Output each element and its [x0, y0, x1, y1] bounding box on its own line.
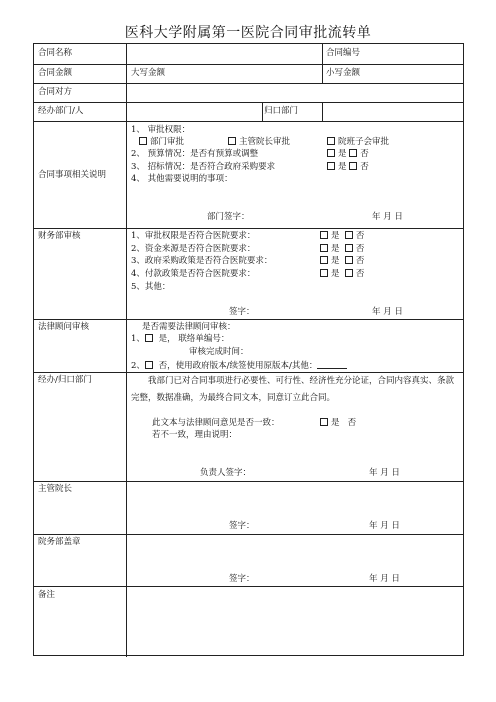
finance-item-3: 3、政府采购政策是否符合医院要求：	[131, 256, 273, 266]
legal-question: 是否需要法律顾问审核：	[142, 322, 236, 332]
office-label: 院务部盖章	[38, 537, 81, 547]
vp-date: 年 月 日	[369, 521, 400, 531]
consistency-yes-checkbox[interactable]	[320, 418, 328, 426]
finance-4-yes-checkbox[interactable]	[320, 269, 328, 277]
office-sign: 签字：	[229, 574, 255, 584]
amount-upper-label: 大写金额	[131, 68, 166, 78]
office-date: 年 月 日	[369, 574, 400, 584]
finance-3-yes-no: 是 否	[320, 256, 364, 267]
contract-name-label: 合同名称	[38, 48, 73, 58]
matters-item-1: 1、 审批权限：	[131, 125, 191, 135]
vp-sign: 签字：	[229, 521, 255, 531]
approval-form	[33, 43, 464, 656]
finance-item-2: 2、资金来源是否符合医院要求：	[131, 244, 256, 254]
finance-label: 财务部审核	[38, 231, 81, 241]
board-approval-checkbox[interactable]	[327, 137, 335, 145]
finance-2-yes-checkbox[interactable]	[320, 244, 328, 252]
option-dept-approval: 部门审批	[139, 137, 184, 148]
finance-2-no-checkbox[interactable]	[345, 244, 353, 252]
legal-review-time: 审核完成时间：	[189, 347, 249, 357]
handling-date: 年 月 日	[369, 468, 400, 478]
bidding-yes-checkbox[interactable]	[327, 162, 335, 170]
contract-no-label: 合同编号	[326, 48, 361, 58]
handling-statement: 我部门已对合同事项进行必要性、可行性、经济性充分论证，合同内容真实、条款完整，数据准确，为最终合同文本，同意订立此合同。	[131, 376, 455, 403]
finance-date: 年 月 日	[372, 307, 403, 317]
matters-label: 合同事项相关说明	[38, 170, 107, 180]
handling-consistency: 此文本与法律顾问意见是否一致：	[152, 418, 280, 428]
finance-3-no-checkbox[interactable]	[345, 256, 353, 264]
finance-1-no-checkbox[interactable]	[345, 231, 353, 239]
amount-lower-label: 小写金额	[326, 68, 361, 78]
budget-no-checkbox[interactable]	[349, 149, 357, 157]
matters-date: 年 月 日	[372, 212, 403, 222]
legal-label: 法律顾问审核	[38, 322, 90, 332]
bidding-yes-no: 是 否	[327, 162, 369, 173]
finance-4-no-checkbox[interactable]	[345, 269, 353, 277]
budget-yes-checkbox[interactable]	[327, 149, 335, 157]
legal-option-1: 1、 是， 联络单编号：	[131, 334, 230, 344]
contract-amount-label: 合同金额	[38, 68, 73, 78]
consistency-yes-no: 是 否	[320, 418, 356, 429]
handling-dept-label: 经办部门/人	[38, 106, 84, 116]
other-blank[interactable]	[317, 359, 347, 369]
handling-reason: 若不一致，理由说明：	[152, 430, 238, 440]
option-board-approval: 院班子会审批	[327, 137, 389, 148]
finance-item-5: 5、其他：	[131, 282, 171, 292]
page-title: 医科大学附属第一医院合同审批流转单	[124, 25, 372, 41]
handling-sign: 负责人签字：	[200, 468, 252, 478]
handling-label: 经办/归口部门	[38, 375, 92, 385]
dept-approval-checkbox[interactable]	[139, 137, 147, 145]
vp-approval-checkbox[interactable]	[228, 137, 236, 145]
matters-item-3: 3、 招标情况：是否符合政府采购要求	[131, 162, 276, 172]
budget-yes-no: 是 否	[327, 149, 369, 160]
matters-item-2: 2、 预算情况：是否有预算或调整	[131, 149, 259, 159]
finance-item-1: 1、审批权限是否符合医院要求：	[131, 231, 256, 241]
legal-no-checkbox[interactable]	[145, 361, 153, 369]
remarks-label: 备注	[38, 590, 56, 600]
finance-3-yes-checkbox[interactable]	[320, 256, 328, 264]
matters-item-4: 4、 其他需要说明的事项：	[131, 174, 233, 184]
vp-label: 主管院长	[38, 484, 73, 494]
finance-1-yes-no: 是 否	[320, 231, 364, 242]
responsible-dept-label: 归口部门	[264, 106, 299, 116]
finance-4-yes-no: 是 否	[320, 269, 364, 280]
option-vp-approval: 主管院长审批	[228, 137, 290, 148]
finance-sign: 签字：	[229, 307, 255, 317]
finance-1-yes-checkbox[interactable]	[320, 231, 328, 239]
legal-yes-checkbox[interactable]	[145, 334, 153, 342]
finance-item-4: 4、付款政策是否符合医院要求：	[131, 269, 256, 279]
legal-option-2: 2、 否，使用政府版本/续签使用原版本/其他：	[131, 359, 347, 372]
counterparty-label: 合同对方	[38, 87, 73, 97]
matters-sign: 部门签字：	[207, 212, 250, 222]
bidding-no-checkbox[interactable]	[349, 162, 357, 170]
finance-2-yes-no: 是 否	[320, 244, 364, 255]
